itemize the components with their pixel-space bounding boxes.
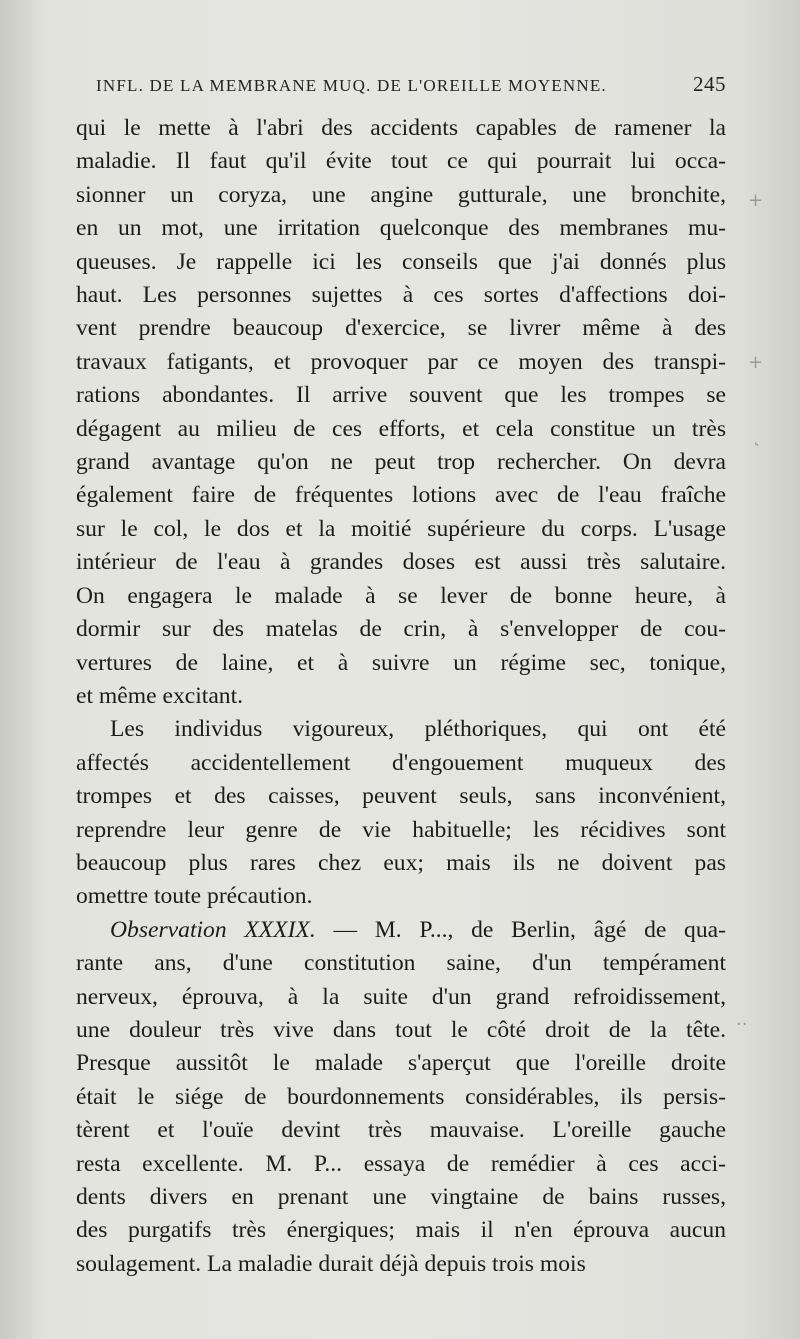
text-line: qui le mette à l'abri des accidents capables de ramener la xyxy=(76,115,726,141)
text-line: une douleur très vive dans tout le côté droit de la tête. xyxy=(76,1016,726,1043)
text-line: intérieur de l'eau à grandes doses est aussi très salutaire. xyxy=(76,549,726,576)
text-line: des purgatifs très énergiques; mais il n'en éprouva aucun xyxy=(76,1217,726,1244)
text-line: tèrent et l'ouïe devint très mauvaise. L'oreille gauche xyxy=(76,1117,726,1144)
text-line: vent prendre beaucoup d'exercice, se livrer même à des xyxy=(76,315,726,342)
margin-pencil-mark: + xyxy=(748,190,764,211)
text-line: reprendre leur genre de vie habituelle; les récidives sont xyxy=(76,816,726,843)
paragraph-2 xyxy=(76,713,726,913)
text-line: dormir sur des matelas de crin, à s'envelopper de cou- xyxy=(76,616,726,643)
text-line: maladie. Il faut qu'il évite tout ce qui pourrait lui occa- xyxy=(76,148,726,175)
text-line: affectés accidentellement d'engouement muqueux des xyxy=(76,749,726,776)
text-line: Les individus vigoureux, pléthoriques, qui ont été xyxy=(110,716,726,743)
text-line: nerveux, éprouva, à la suite d'un grand refroidissement, xyxy=(76,983,726,1010)
paragraph-1 xyxy=(76,112,726,713)
observation-first-line xyxy=(76,914,726,947)
text-line: et même excitant. xyxy=(76,682,244,709)
text-line: trompes et des caisses, peuvent seuls, sans inconvénient, xyxy=(76,783,726,810)
paragraph-3-observation xyxy=(76,914,726,1281)
text-line: resta excellente. M. P... essaya de remédier à ces acci- xyxy=(76,1150,726,1177)
text-line: en un mot, une irritation quelconque des membranes mu- xyxy=(76,215,726,242)
page-number: 245 xyxy=(693,72,726,96)
text-line: omettre toute précaution. xyxy=(76,883,313,910)
text-line: rations abondantes. Il arrive souvent que les trompes se xyxy=(76,382,726,409)
text-line: haut. Les personnes sujettes à ces sortes d'affections doi- xyxy=(76,282,726,309)
text-line: dents divers en prenant une vingtaine de bains russes, xyxy=(76,1184,726,1210)
margin-pencil-mark: ·· xyxy=(736,1014,748,1035)
observation-first-line-rest: — M. P..., de Berlin, âgé de qua- xyxy=(315,916,726,943)
text-line: rante ans, d'une constitution saine, d'un tempérament xyxy=(76,950,726,977)
text-line: était le siége de bourdonnements considérables, ils persis- xyxy=(76,1083,726,1110)
text-line: Presque aussitôt le malade s'aperçut que l'oreille droite xyxy=(76,1050,726,1077)
text-line: grand avantage qu'on ne peut trop rechercher. On devra xyxy=(76,449,726,476)
margin-pencil-mark: ˛ xyxy=(752,426,761,447)
running-head xyxy=(96,72,726,97)
text-line: sionner un coryza, une angine gutturale, une bronchite, xyxy=(76,181,726,208)
text-line: queuses. Je rappelle ici les conseils que j'ai donnés plus xyxy=(76,248,726,275)
text-line: On engagera le malade à se lever de bonne heure, à xyxy=(76,582,726,609)
body-text xyxy=(76,112,726,1281)
text-line: soulagement. La maladie durait déjà depuis trois mois xyxy=(76,1250,586,1277)
text-line: sur le col, le dos et la moitié supérieure du corps. L'usage xyxy=(76,515,726,542)
observation-label: Observation XXXIX. xyxy=(110,916,316,943)
text-line: également faire de fréquentes lotions avec de l'eau fraîche xyxy=(76,482,726,509)
running-head-title: INFL. DE LA MEMBRANE MUQ. DE L'OREILLE MOYENNE. xyxy=(96,76,607,95)
text-line: vertures de laine, et à suivre un régime sec, tonique, xyxy=(76,649,726,676)
margin-pencil-mark: + xyxy=(748,352,764,373)
text-line: beaucoup plus rares chez eux; mais ils ne doivent pas xyxy=(76,849,726,876)
text-line: travaux fatigants, et provoquer par ce moyen des transpi- xyxy=(76,348,726,375)
text-line: dégagent au milieu de ces efforts, et cela constitue un très xyxy=(76,415,726,442)
